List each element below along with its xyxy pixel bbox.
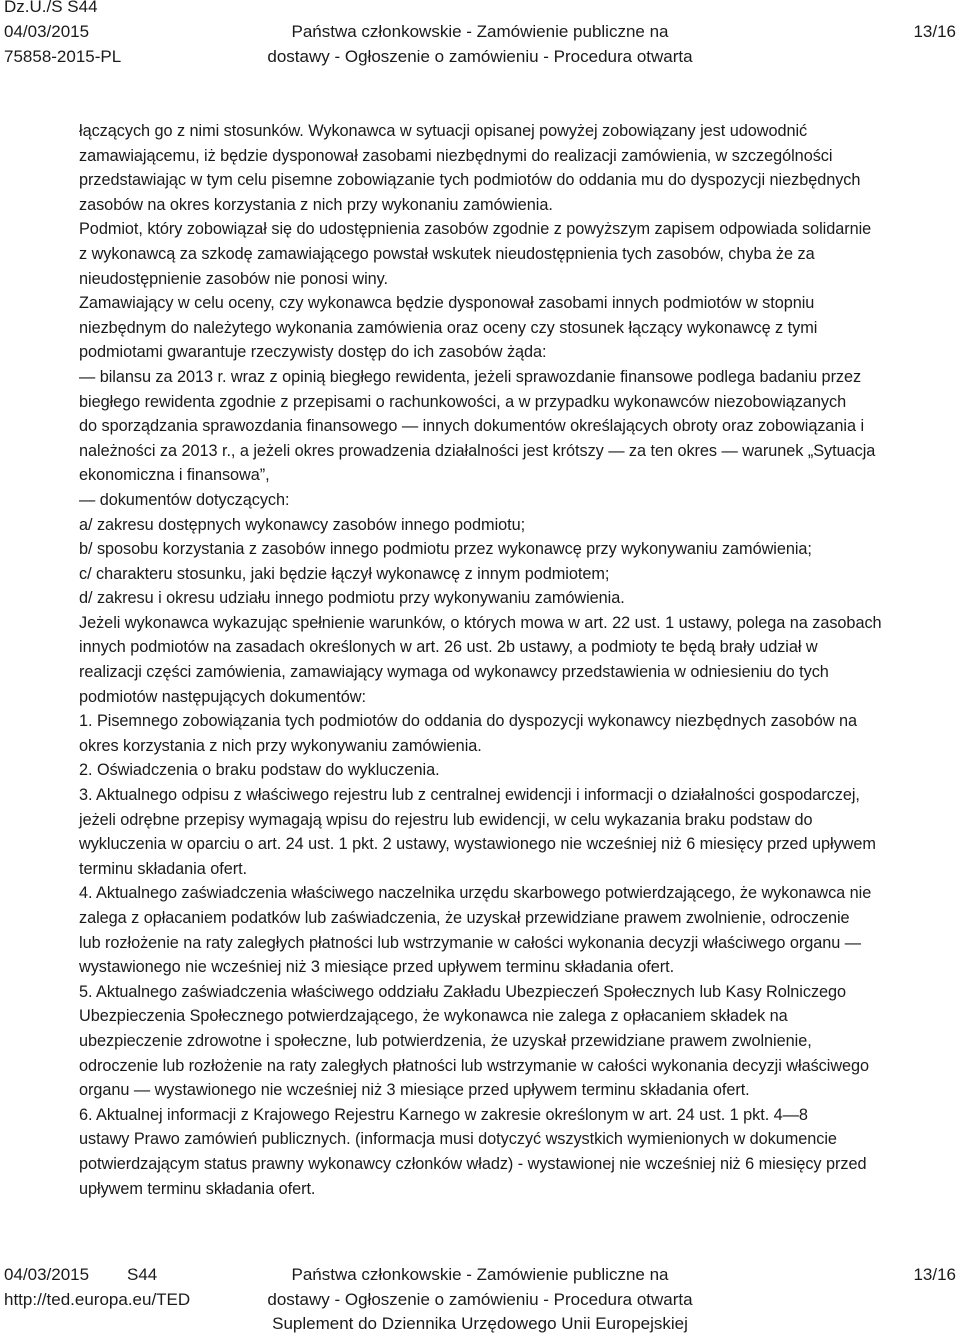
notice-id: 75858-2015-PL: [4, 47, 122, 66]
body-line: do sporządzania sprawozdania finansowego — innych dokumentów określających obroty oraz zobowiązania i: [79, 417, 865, 436]
footer-page-number: 13/16: [913, 1265, 956, 1284]
body-line: okres korzystania z nich przy wykonywaniu zamówienia.: [79, 736, 482, 755]
body-line: terminu składania ofert.: [79, 859, 248, 878]
body-line: innych podmiotów na zasadach określonych w art. 26 ust. 2b ustawy, a podmioty te będą brały udział w: [79, 638, 818, 657]
body-line: odroczenie lub rozłożenie na raty zaległych płatności lub wstrzymanie w całości wykonania decyzji właściwego: [79, 1056, 870, 1075]
body-line: przedstawiając w tym celu pisemne zobowiązanie tych podmiotów do oddania mu do dyspozycji niezbędnych: [79, 171, 861, 190]
body-line: Podmiot, który zobowiązał się do udostępnienia zasobów zgodnie z powyższym zapisem odpowiada solidarnie: [79, 220, 872, 239]
body-line: lub rozłożenie na raty zaległych płatności lub wstrzymanie w całości wykonania decyzji właściwego organu —: [79, 933, 861, 952]
body-line: wystawionego nie wcześniej niż 3 miesiące przed upływem terminu składania ofert.: [79, 958, 675, 977]
header-title-line2: dostawy - Ogłoszenie o zamówieniu - Procedura otwarta: [267, 47, 693, 66]
header-title-line1: Państwa członkowskie - Zamówienie publiczne na: [291, 22, 669, 41]
body-line: podmiotami gwarantuje rzeczywisty dostęp do ich zasobów żąda:: [79, 343, 547, 362]
body-line: Zamawiający w celu oceny, czy wykonawca będzie dysponował zasobami innych podmiotów w stopniu: [79, 294, 815, 313]
body-line: d/ zakresu i okresu udziału innego podmiotu przy wykonywaniu zamówienia.: [79, 589, 625, 608]
body-line: a/ zakresu dostępnych wykonawcy zasobów innego podmiotu;: [79, 515, 526, 534]
body-line: 5. Aktualnego zaświadczenia właściwego oddziału Zakładu Ubezpieczeń Społecznych lub Kasy Rolniczego: [79, 982, 847, 1001]
body-line: wykluczenia w oparciu o art. 24 ust. 1 pkt. 2 ustawy, wystawionego nie wcześniej niż 6 miesięcy przed upływem: [79, 835, 876, 854]
header-page-number: 13/16: [913, 22, 956, 41]
body-line: potwierdzającym status prawny wykonawcy członków władz) - wystawionej nie wcześniej niż 6 miesięcy przed: [79, 1154, 867, 1173]
body-line: organu — wystawionego nie wcześniej niż 3 miesiące przed upływem terminu składania ofert.: [79, 1081, 750, 1100]
body-line: jeżeli odrębne przepisy wymagają wpisu do rejestru lub ewidencji, w celu wykazania braku podstaw do: [79, 810, 813, 829]
body-line: zalega z opłacaniem podatków lub zaświadczenia, że uzyskał przewidziane prawem zwolnienie, odroczenie: [79, 909, 850, 927]
body-line: 1. Pisemnego zobowiązania tych podmiotów do oddania do dyspozycji wykonawcy niezbędnych zasobów na: [79, 712, 857, 731]
body-line: c/ charakteru stosunku, jaki będzie łączył wykonawcę z innym podmiotem;: [79, 564, 610, 583]
body-line: 6. Aktualnej informacji z Krajowego Rejestru Karnego w zakresie określonym w art. 24 ust. 1 pkt. 4—8: [79, 1105, 808, 1124]
body-line: biegłego rewidenta zgodnie z przepisami o rachunkowości, a w przypadku wykonawców niezobowiązanych: [79, 392, 847, 411]
body-line: ubezpieczenie zdrowotne i społeczne, lub potwierdzenia, że uzyskał przewidziane prawem zwolnienie,: [79, 1031, 812, 1050]
body-line: nieudostępnienie zasobów nie ponosi winy.: [79, 269, 389, 288]
body-line: z wykonawcą za szkodę zamawiającego powstał wskutek nieudostępnienia tych zasobów, chyba że za: [79, 244, 815, 263]
body-line: — dokumentów dotyczących:: [79, 490, 290, 509]
body-line: Jeżeli wykonawca wykazując spełnienie warunków, o których mowa w art. 22 ust. 1 ustawy, polega na zasobach: [79, 613, 882, 632]
header-date: 04/03/2015: [4, 22, 90, 41]
body-line: 2. Oświadczenia o braku podstaw do wykluczenia.: [79, 761, 440, 780]
body-line: — bilansu za 2013 r. wraz z opinią biegłego rewidenta, jeżeli sprawozdanie finansowe podlega badaniu przez: [79, 367, 862, 386]
footer-date: 04/03/2015: [4, 1265, 90, 1284]
body-line: realizacji części zamówienia, zamawiający wymaga od wykonawcy przedstawienia w odniesieniu do tych: [79, 663, 829, 682]
footer-series: S44: [127, 1265, 158, 1284]
body-line: ustawy Prawo zamówień publicznych. (informacja musi dotyczyć wszystkich wymienionych w dokumencie: [79, 1130, 837, 1149]
body-line: 3. Aktualnego odpisu z właściwego rejestru lub z centralnej ewidencji i informacji o działalności gospodarczej,: [79, 786, 860, 805]
document-body: [79, 119, 959, 1201]
body-line: łączących go z nimi stosunków. Wykonawca w sytuacji opisanej powyżej zobowiązany jest udowodnić: [79, 122, 808, 140]
body-line: zamawiającemu, iż będzie dysponował zasobami niezbędnymi do realizacji zamówienia, w szczególności: [79, 146, 833, 165]
body-line: b/ sposobu korzystania z zasobów innego podmiotu przez wykonawcę przy wykonywaniu zamówienia;: [79, 540, 812, 559]
body-line: ekonomiczna i finansowa”,: [79, 466, 270, 485]
body-line: podmiotów następujących dokumentów:: [79, 687, 366, 706]
footer-title-line2: dostawy - Ogłoszenie o zamówieniu - Procedura otwarta: [267, 1290, 693, 1309]
body-line: upływem terminu składania ofert.: [79, 1179, 316, 1198]
footer-url: http://ted.europa.eu/TED: [4, 1290, 191, 1309]
footer-title-line1: Państwa członkowskie - Zamówienie publiczne na: [291, 1265, 669, 1284]
body-line: niezbędnym do należytego wykonania zamówienia oraz oceny czy stosunek łączący wykonawcę z tymi: [79, 318, 818, 337]
journal-ref: Dz.U./S S44: [4, 0, 98, 16]
body-line: należności za 2013 r., a jeżeli okres prowadzenia działalności jest krótszy — za ten okres — warunek „Sytuacja: [79, 441, 876, 460]
body-line: 4. Aktualnego zaświadczenia właściwego naczelnika urzędu skarbowego potwierdzającego, że wykonawca nie: [79, 884, 872, 903]
footer-title-line3: Suplement do Dziennika Urzędowego Unii Europejskiej: [272, 1314, 688, 1333]
body-line: Ubezpieczenia Społecznego potwierdzającego, że wykonawca nie zalega z opłacaniem składek na: [79, 1007, 788, 1026]
body-line: zasobów na okres korzystania z nich przy wykonaniu zamówienia.: [79, 195, 553, 214]
